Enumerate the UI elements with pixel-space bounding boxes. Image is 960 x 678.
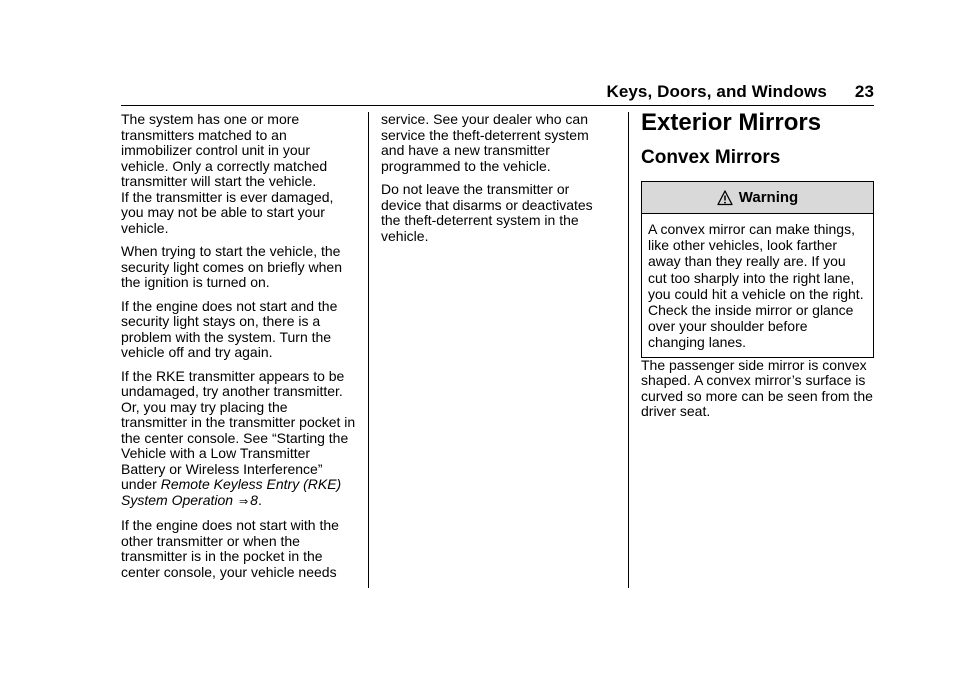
column-3 [641, 109, 877, 428]
page-number: 23 [854, 82, 874, 101]
paragraph [121, 369, 357, 511]
subsection-title: Convex Mirrors [641, 147, 781, 168]
header-rule [121, 105, 874, 106]
paragraph: service. See your dealer who can service the theft-deterrent system and have a new transmitter programmed to the vehicle. [381, 111, 589, 174]
paragraph-text: If the RKE transmitter appears to be undamaged, try another transmitter. Or, you may try placing the transmitter in the transmitter pocket in the center console. See “Starting the Vehicle with a Low Transmitter Battery or Wireless Interference” under [121, 367, 356, 492]
page-reference-icon: ⇒ [238, 495, 249, 508]
column-2 [381, 112, 613, 252]
warning-body: A convex mirror can make things, like other vehicles, look farther away than they really are. If you cut too sharply into the right lane, you could hit a vehicle on the right. Check the inside mirror or glance over your shoulder before changing lanes. [648, 221, 864, 351]
paragraph: Do not leave the transmitter or device that disarms or deactivates the theft-deterrent system in the vehicle. [381, 181, 593, 244]
column-divider [628, 112, 629, 588]
warning-triangle-icon [717, 190, 733, 206]
header-title: Keys, Doors, and Windows [606, 82, 827, 101]
column-1 [121, 112, 357, 588]
column-divider [368, 112, 369, 588]
paragraph [121, 112, 357, 190]
warning-header [642, 182, 873, 214]
paragraph [121, 190, 357, 237]
paragraph-text: The system has one or more transmitters matched to an immobilizer control unit in your vehicle. Only a correctly matched transmitter will start the vehicle. [121, 111, 328, 189]
cross-reference-link[interactable]: Remote Keyless Entry (RKE) System Operation [121, 476, 342, 508]
paragraph: If the engine does not start with the other transmitter or when the transmitter is in the pocket in the center console, your vehicle needs [121, 517, 339, 580]
page-header [606, 82, 874, 102]
paragraph-text: If the transmitter is ever damaged, you may not be able to start your vehicle. [121, 188, 334, 236]
paragraph: The passenger side mirror is convex shaped. A convex mirror’s surface is curved so more can be seen from the driver seat. [641, 356, 873, 420]
warning-label: Warning [738, 188, 799, 206]
section-title: Exterior Mirrors [641, 109, 822, 136]
warning-box [641, 181, 874, 358]
paragraph: When trying to start the vehicle, the security light comes on briefly when the ignition is turned on. [121, 243, 342, 290]
punctuation: . [257, 491, 262, 508]
paragraph: If the engine does not start and the security light stays on, there is a problem with the system. Turn the vehicle off and try again. [121, 297, 338, 360]
cross-reference-page[interactable]: 8 [250, 491, 258, 508]
